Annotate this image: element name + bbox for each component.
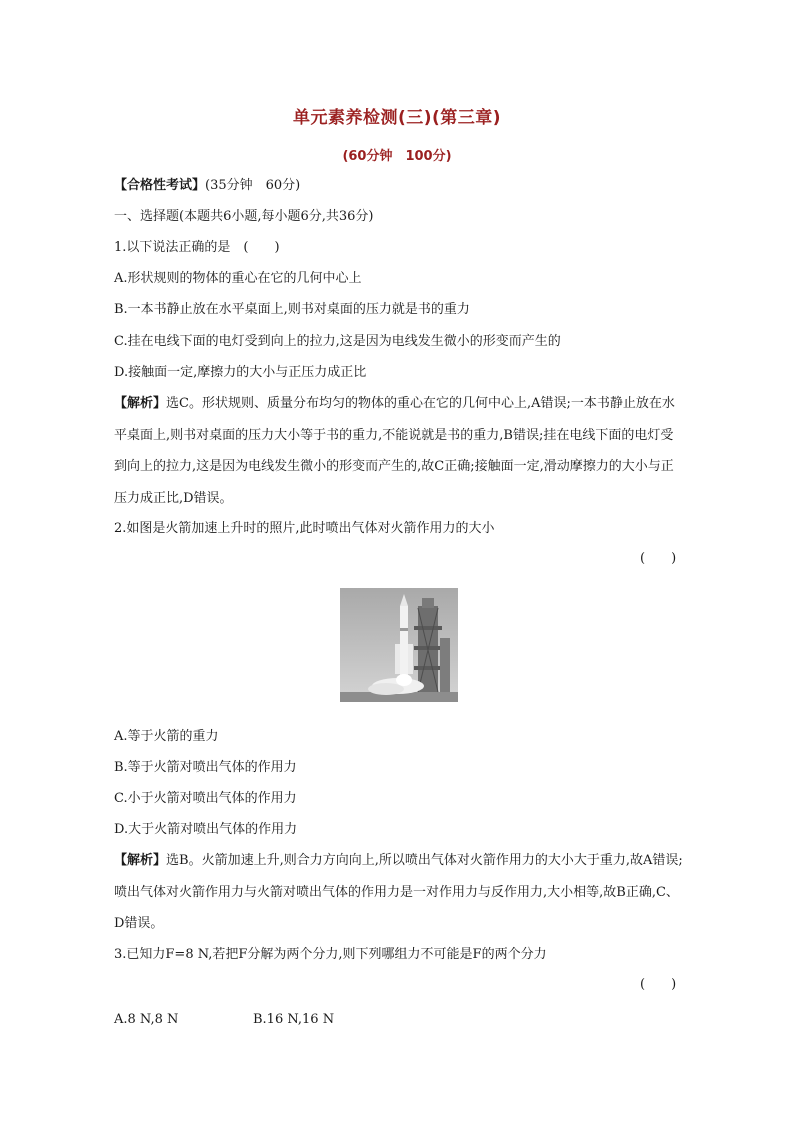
question-2-option-d: D.大于火箭对喷出气体的作用力 [114, 822, 298, 837]
question-3-option-b: B.16 N,16 N [253, 1012, 335, 1027]
question-1-stem: 1.以下说法正确的是 ( ) [114, 240, 280, 255]
question-1-analysis [114, 388, 686, 514]
question-3-answer-paren: ( ) [640, 977, 677, 992]
rocket-launch-photo [340, 588, 458, 702]
question-1-option-c: C.挂在电线下面的电灯受到向上的拉力,这是因为电线发生微小的形变而产生的 [114, 334, 561, 349]
section-tag: 【合格性考试】 [114, 178, 206, 193]
analysis-text: 选C。形状规则、质量分布均匀的物体的重心在它的几何中心上,A错误;一本书静止放在水平桌面上,则书对桌面的压力大小等于书的重力,不能说就是书的重力,B错误;挂在电线下面的电灯受到向上的拉力,这是因为电线发生微小的形变而产生的,故C正确;接触面一定,滑动摩擦力的大小与正压力成正比,D错误。 [114, 396, 675, 506]
question-3-option-a: A.8 N,8 N [114, 1012, 179, 1027]
analysis-tag: 【解析】 [114, 853, 167, 868]
question-2-option-b: B.等于火箭对喷出气体的作用力 [114, 760, 297, 775]
question-2-option-a: A.等于火箭的重力 [114, 729, 219, 744]
page-title: 单元素养检测(三)(第三章) [292, 108, 502, 128]
section-time-score: (35分钟 60分) [205, 178, 301, 193]
question-1-option-b: B.一本书静止放在水平桌面上,则书对桌面的压力就是书的重力 [114, 302, 470, 317]
section-heading: 一、选择题(本题共6小题,每小题6分,共36分) [114, 209, 374, 224]
question-2-stem: 2.如图是火箭加速上升时的照片,此时喷出气体对火箭作用力的大小 [114, 521, 495, 536]
analysis-tag: 【解析】 [114, 396, 167, 411]
question-1-option-a: A.形状规则的物体的重心在它的几何中心上 [114, 271, 362, 286]
question-2-option-c: C.小于火箭对喷出气体的作用力 [114, 791, 297, 806]
question-2-analysis [114, 845, 686, 940]
page-subtitle: (60分钟 100分) [342, 149, 452, 164]
question-3-stem: 3.已知力F=8 N,若把F分解为两个分力,则下列哪组力不可能是F的两个分力 [114, 947, 547, 962]
analysis-text: 选B。火箭加速上升,则合力方向向上,所以喷出气体对火箭作用力的大小大于重力,故A错误;喷出气体对火箭作用力与火箭对喷出气体的作用力是一对作用力与反作用力,大小相等,故B正确,C、D错误。 [114, 853, 683, 931]
question-2-answer-paren: ( ) [640, 551, 677, 566]
question-1-option-d: D.接触面一定,摩擦力的大小与正压力成正比 [114, 365, 367, 380]
section-header [114, 178, 300, 194]
